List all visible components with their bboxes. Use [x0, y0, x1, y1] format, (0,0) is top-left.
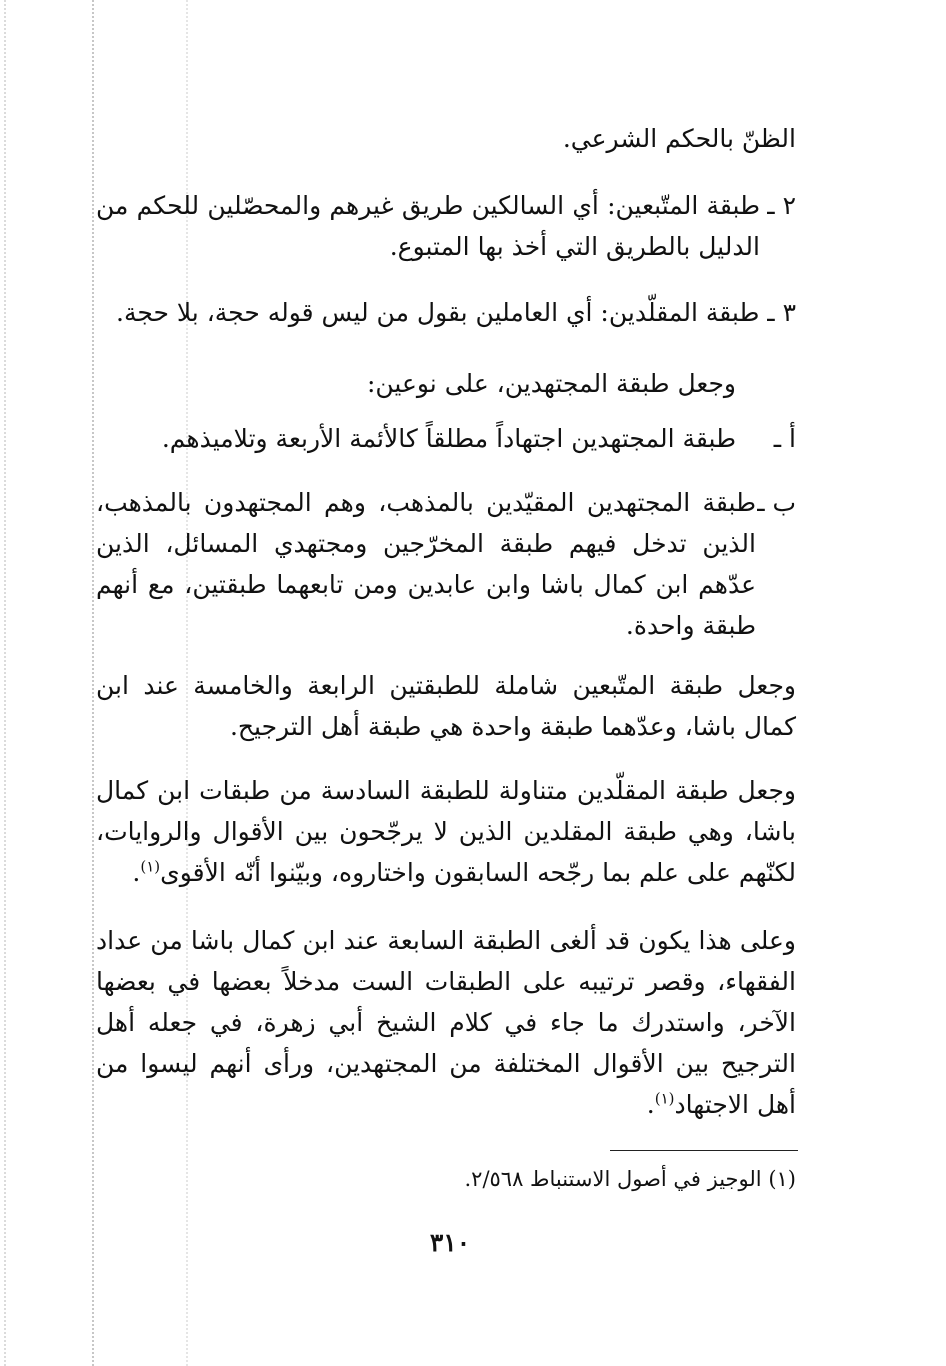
footnote-number: (١): [768, 1167, 796, 1191]
paragraph-2-end: .: [132, 858, 141, 887]
item-3: ٣ ـ طبقة المقلّدين: أي العاملين بقول من ليس قوله حجة، بلا حجة.: [116, 298, 796, 327]
paragraph-1: وجعل طبقة المتّبعين شاملة للطبقتين الرابعة والخامسة عند ابن كمال باشا، وعدّهما طبقة واحدة هي طبقة أهل الترجيح.: [96, 671, 796, 741]
item-2-text: طبقة المتّبعين: أي السالكين طريق غيرهم والمحصّلين للحكم من الدليل بالطريق التي أخذ بها المتبوع.: [96, 191, 760, 261]
paragraph-3-text: وعلى هذا يكون قد ألغى الطبقة السابعة عند ابن كمال باشا من عداد الفقهاء، وقصر ترتيبه على الطبقات الست مدخلاً بعضها في بعضها الآخر، واستدرك ما جاء في كلام الشيخ أبي زهرة، في جعله أهل الترجيح بين الأقوال المختلفة من المجتهدين، ورأى أنهم ليسوا من أهل الاجتهاد: [96, 926, 796, 1119]
footnote-ref: (١): [654, 1089, 675, 1108]
paragraph-3: [96, 920, 796, 1125]
item-a-marker: أ ـ: [773, 424, 796, 453]
item-a-text: طبقة المجتهدين اجتهاداً مطلقاً كالأئمة الأربعة وتلاميذهم.: [161, 424, 736, 453]
footnote: [464, 1164, 796, 1194]
footnote-ref: (١): [140, 857, 161, 876]
scan-dotted-line: [92, 0, 94, 1366]
item-b-marker: ب ـ: [757, 488, 796, 517]
item-b-text: طبقة المجتهدين المقيّدين بالمذهب، وهم المجتهدون بالمذهب، الذين تدخل فيهم طبقة المخرّجين ومجتهدي المسائل، الذين عدّهم ابن كمال باشا وابن عابدين ومن تابعهما طبقتين، مع أنهم طبقة واحدة.: [96, 488, 756, 640]
continuation-line: الظنّ بالحكم الشرعي.: [562, 124, 796, 153]
footnote-separator: [610, 1150, 798, 1151]
paragraph-2: [96, 770, 796, 893]
paragraph-2-text: وجعل طبقة المقلّدين متناولة للطبقة السادسة من طبقات ابن كمال باشا، وهي طبقة المقلدين الذين لا يرجّحون بين الأقوال والروايات، لكنّهم على علم بما رجّحه السابقون واختاروه، وبيّنوا أنّه الأقوى: [96, 776, 796, 887]
scan-dotted-line: [4, 0, 6, 1366]
item-2-marker: ٢ ـ: [767, 191, 796, 220]
footnote-text: الوجيز في أصول الاستنباط ٢/٥٦٨.: [464, 1167, 762, 1191]
page-number: ٣١٠: [429, 1228, 471, 1257]
paragraph-3-end: .: [646, 1090, 655, 1119]
intro-line: وجعل طبقة المجتهدين، على نوعين:: [366, 369, 736, 398]
